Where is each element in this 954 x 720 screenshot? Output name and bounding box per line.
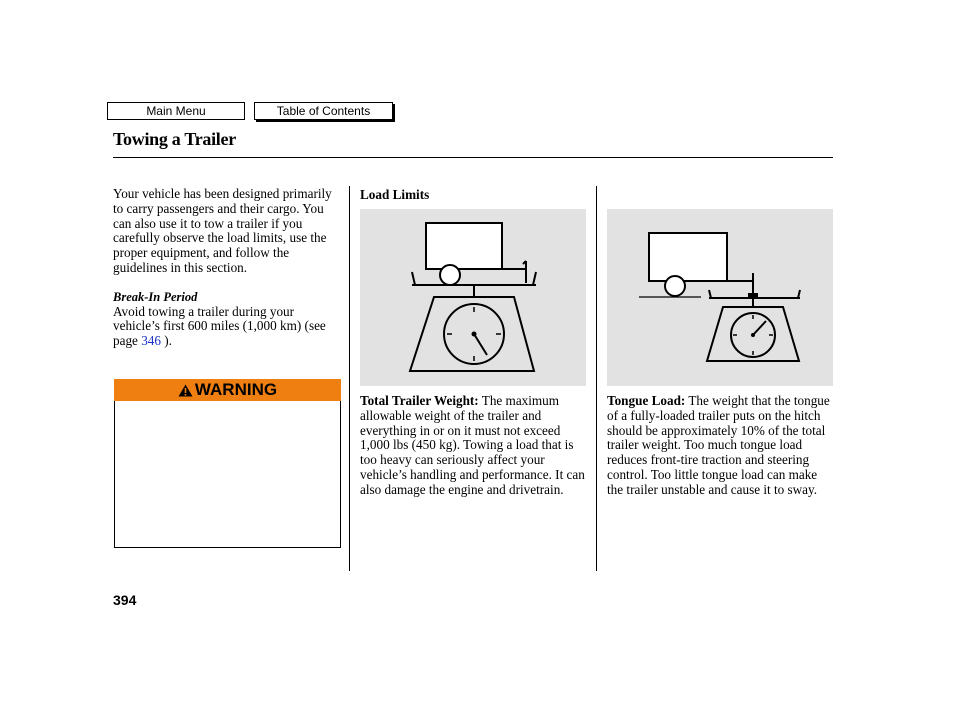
trailer-wheel <box>665 276 685 296</box>
page-link-346[interactable]: 346 <box>141 333 161 349</box>
warning-header <box>114 379 341 401</box>
break-in-text: Avoid towing a trailer during your vehicle’s first 600 miles (1,000 km) (see page <box>113 303 326 349</box>
total-weight-label: Total Trailer Weight: <box>360 393 479 408</box>
trailer-wheel <box>440 265 460 285</box>
trailer-body <box>649 233 727 281</box>
tongue-load-paragraph <box>607 394 835 498</box>
column-divider-left <box>349 186 350 571</box>
warning-label: WARNING <box>194 380 278 399</box>
table-of-contents-button[interactable]: Table of Contents <box>254 102 393 120</box>
load-limits-heading: Load Limits <box>360 187 430 202</box>
tongue-on-scale-diagram <box>607 209 833 386</box>
page-title: Towing a Trailer <box>113 129 236 149</box>
total-weight-paragraph <box>360 394 588 498</box>
page-number: 394 <box>113 592 137 608</box>
intro-column <box>113 187 341 349</box>
trailer-on-scale-diagram <box>360 209 586 386</box>
break-in-paragraph <box>113 305 341 349</box>
tongue-load-illustration <box>607 209 833 386</box>
column-divider-right <box>596 186 597 571</box>
total-weight-text: The maximum allowable weight of the trailer and everything in or on it must not exceed 1,000 lbs (450 kg). Towing a load that is too heavy can seriously affect your vehicle’s handling and performance. It can also damage the engine and drivetrain. <box>360 393 585 497</box>
warning-body <box>114 401 341 548</box>
break-in-heading: Break-In Period <box>113 289 198 304</box>
main-menu-button[interactable]: Main Menu <box>107 102 245 120</box>
total-weight-illustration <box>360 209 586 386</box>
warning-triangle-icon <box>178 384 193 397</box>
tongue-load-text: The weight that the tongue of a fully-loaded trailer puts on the hitch should be approximately 10% of the total trailer weight. Too much tongue load reduces front-tire traction and steering control. Too little tongue load can make the trailer unstable and cause it to sway. <box>607 393 830 497</box>
trailer-body <box>426 223 502 269</box>
break-in-tail: ). <box>160 333 172 349</box>
tongue-load-label: Tongue Load: <box>607 393 686 408</box>
intro-paragraph: Your vehicle has been designed primarily to carry passengers and their cargo. You can also use it to tow a trailer if you carefully observe the load limits, use the proper equipment, and follow the guidelines in this section. <box>113 186 332 275</box>
title-divider <box>113 157 833 158</box>
